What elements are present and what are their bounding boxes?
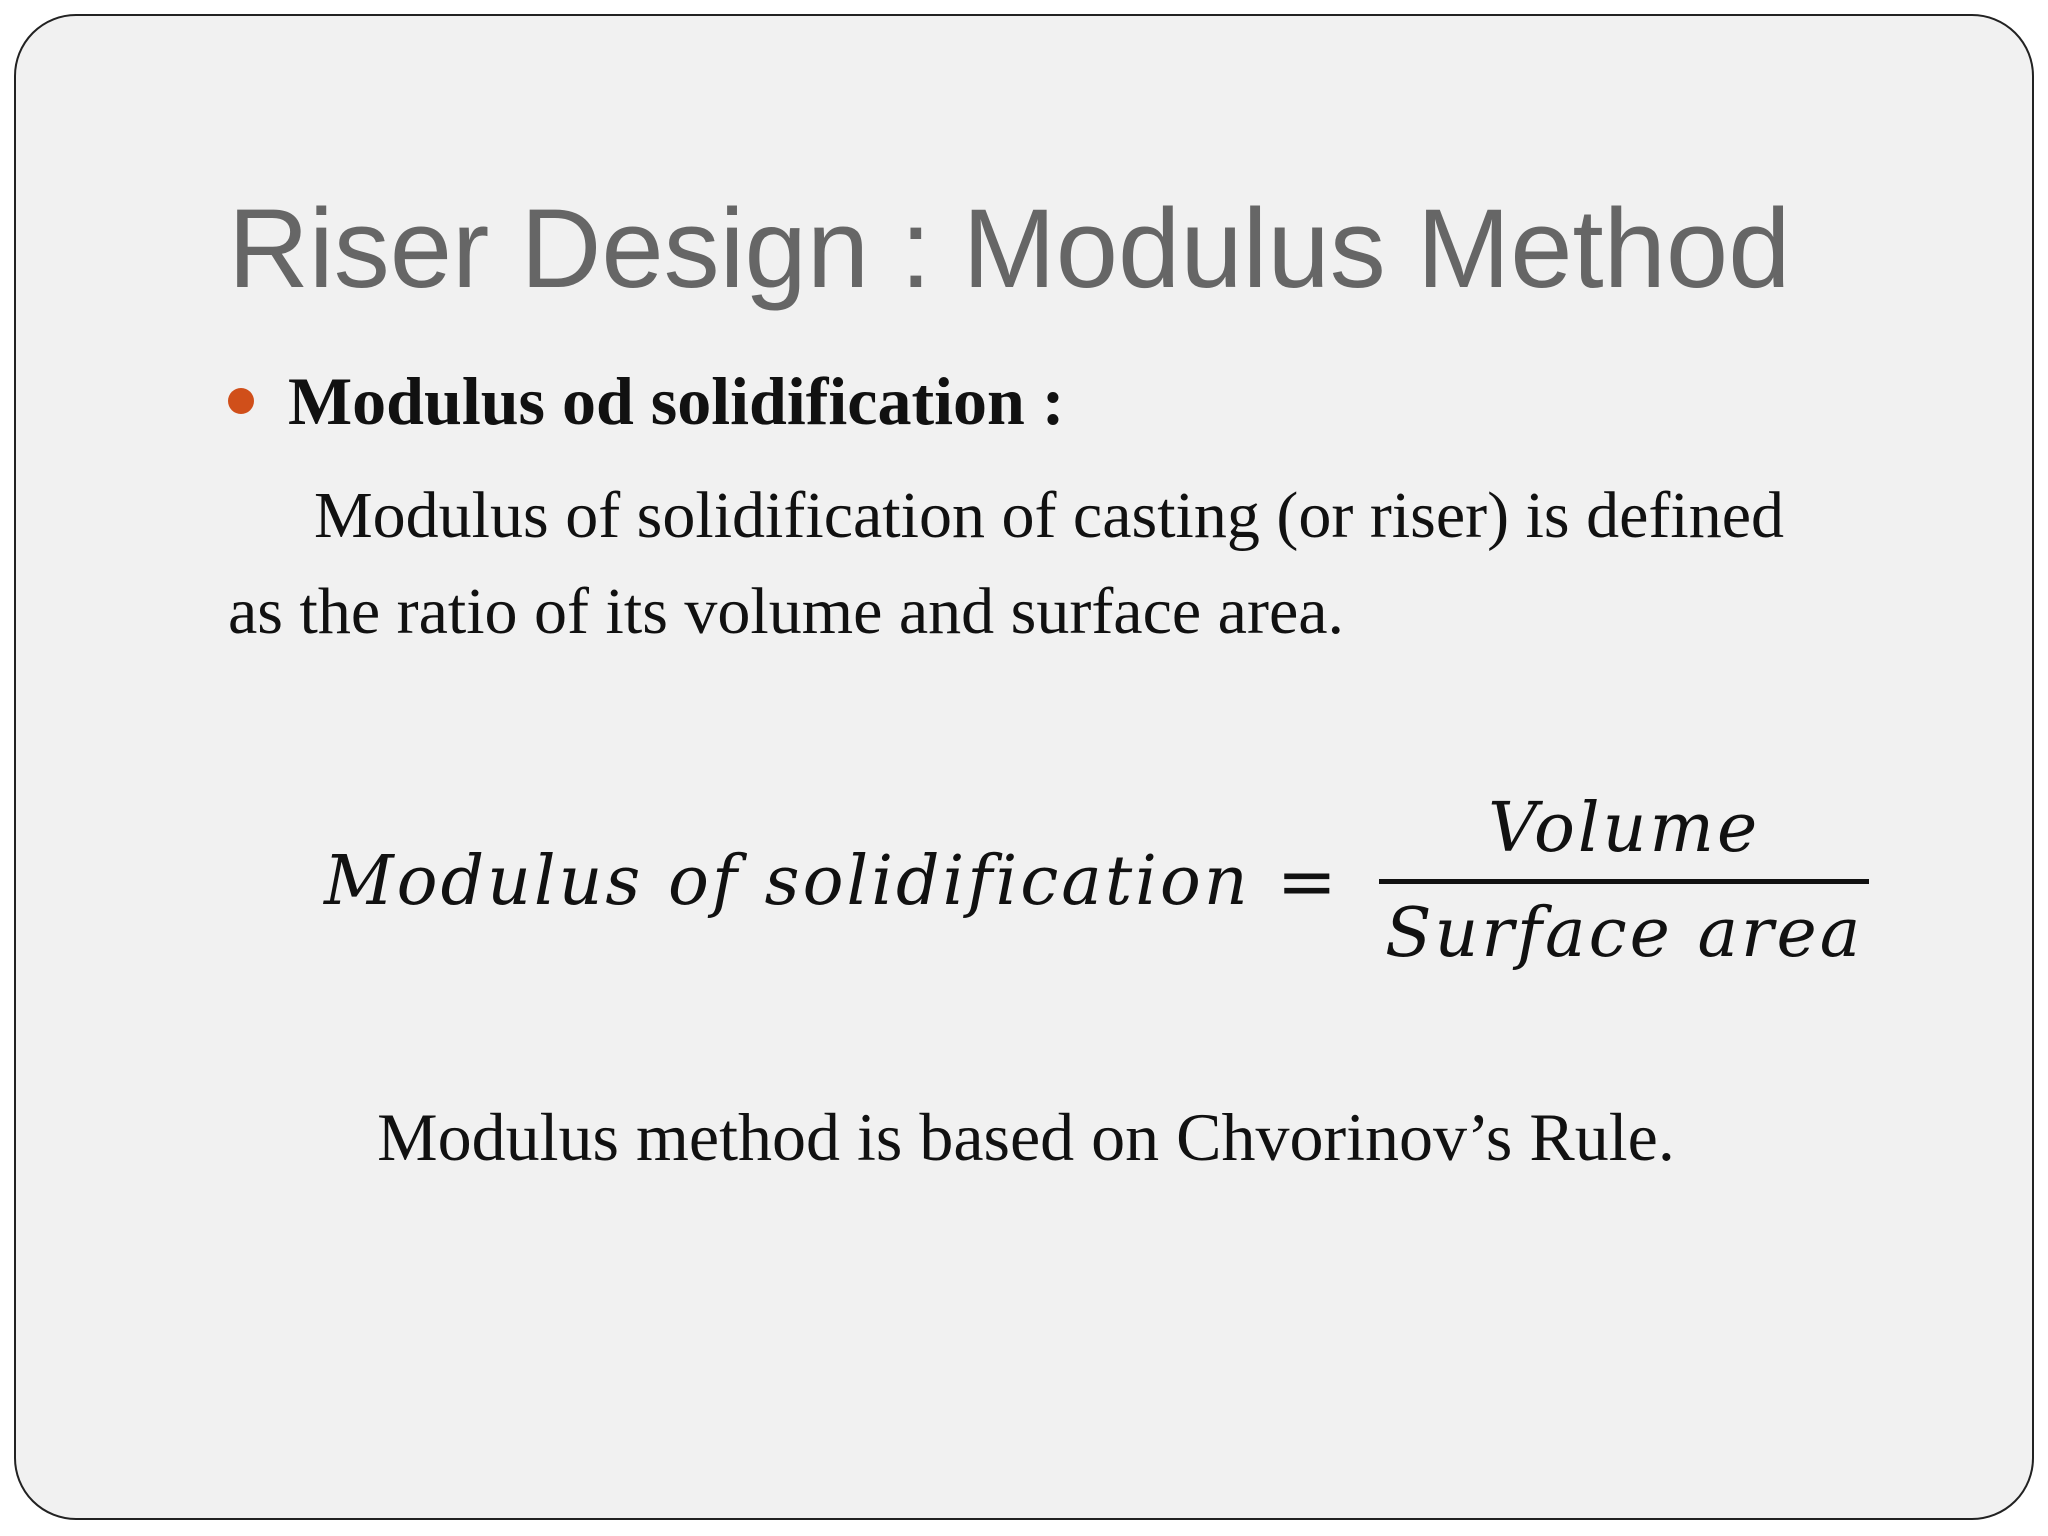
formula-lhs: Modulus of solidification (324, 841, 1251, 921)
bullet-item (228, 356, 1065, 446)
bullet-heading: Modulus od solidification : (288, 362, 1065, 439)
bullet-dot-icon (228, 388, 254, 414)
definition-line-2: as the ratio of its volume and surface area. (228, 575, 1345, 648)
formula-numerator: Volume (1488, 788, 1761, 868)
definition-paragraph (228, 468, 1908, 660)
slide-title: Riser Design : Modulus Method (228, 186, 1791, 311)
formula-denominator: Surface area (1384, 893, 1864, 973)
formula-fraction (1379, 779, 1869, 984)
slide (14, 14, 2034, 1520)
definition-line-1: Modulus of solidification of casting (or riser) is defined (314, 479, 1785, 552)
modulus-formula (324, 766, 1869, 996)
formula-equals: = (1276, 839, 1337, 923)
chvorinov-note: Modulus method is based on Chvorinov’s Rule. (377, 1099, 1675, 1175)
